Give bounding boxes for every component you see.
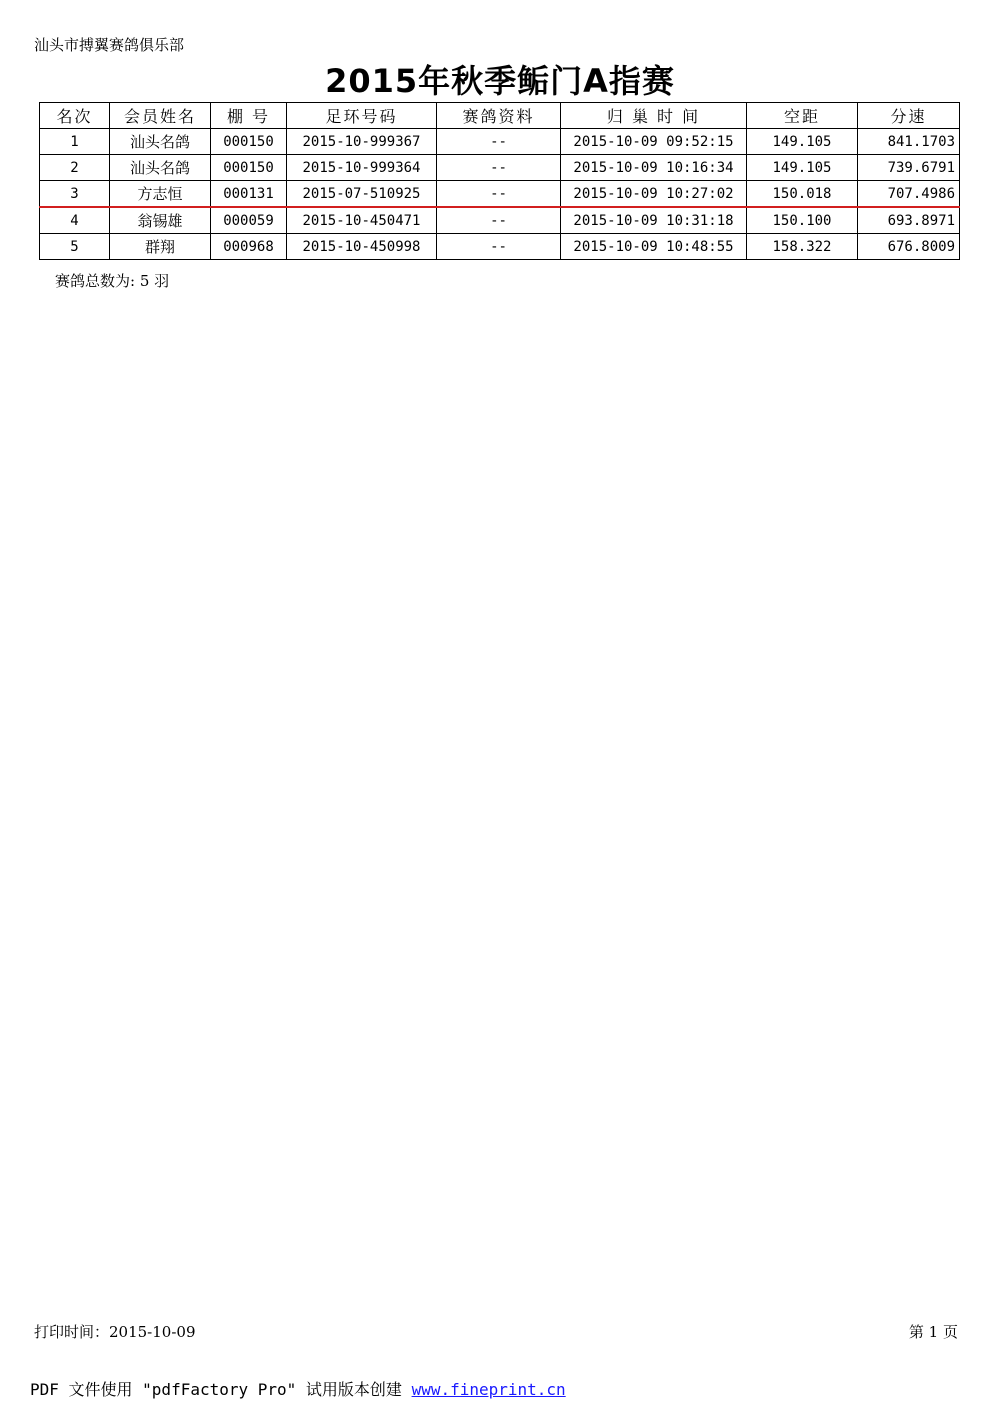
cell-rank: 2 [40,155,110,181]
cell-distance: 150.100 [747,207,858,234]
cell-arrival-time: 2015-10-09 10:31:18 [561,207,747,234]
cell-speed: 739.6791 [858,155,960,181]
total-count: 赛鸽总数为: 5 羽 [55,272,170,290]
cell-speed: 693.8971 [858,207,960,234]
cell-ring-number: 2015-10-450471 [287,207,437,234]
cell-pigeon-info: -- [437,155,561,181]
cell-arrival-time: 2015-10-09 10:48:55 [561,234,747,260]
cell-loft-number: 000150 [211,129,287,155]
cell-ring-number: 2015-10-450998 [287,234,437,260]
header-arrival-time: 归 巢 时 间 [561,103,747,129]
header-speed: 分速 [858,103,960,129]
cell-ring-number: 2015-10-999367 [287,129,437,155]
cell-rank: 3 [40,181,110,208]
cell-loft-number: 000968 [211,234,287,260]
fineprint-link[interactable]: www.fineprint.cn [411,1380,566,1399]
cell-speed: 841.1703 [858,129,960,155]
cell-loft-number: 000131 [211,181,287,208]
cell-arrival-time: 2015-10-09 10:16:34 [561,155,747,181]
cell-member-name: 群翔 [110,234,211,260]
cell-pigeon-info: -- [437,181,561,208]
header-pigeon-info: 赛鸽资料 [437,103,561,129]
cell-pigeon-info: -- [437,129,561,155]
table-row [40,129,960,155]
header-member-name: 会员姓名 [110,103,211,129]
cell-rank: 5 [40,234,110,260]
cell-arrival-time: 2015-10-09 09:52:15 [561,129,747,155]
cell-loft-number: 000150 [211,155,287,181]
cell-member-name: 方志恒 [110,181,211,208]
cell-member-name: 汕头名鸽 [110,155,211,181]
header-rank: 名次 [40,103,110,129]
cell-distance: 149.105 [747,129,858,155]
cell-pigeon-info: -- [437,234,561,260]
table-row [40,234,960,260]
club-name: 汕头市搏翼赛鸽俱乐部 [34,36,185,54]
print-time: 打印时间：2015-10-09 [34,1323,196,1341]
cell-loft-number: 000059 [211,207,287,234]
cell-speed: 676.8009 [858,234,960,260]
cell-member-name: 翁锡雄 [110,207,211,234]
page-number: 第 1 页 [908,1323,958,1341]
cell-ring-number: 2015-07-510925 [287,181,437,208]
cell-distance: 149.105 [747,155,858,181]
table-row [40,207,960,234]
page-title: 2015年秋季鲘门A指赛 [325,62,675,100]
table-row [40,155,960,181]
header-loft-number: 棚 号 [211,103,287,129]
cell-rank: 1 [40,129,110,155]
cell-ring-number: 2015-10-999364 [287,155,437,181]
cell-distance: 158.322 [747,234,858,260]
results-table [39,102,960,260]
cell-distance: 150.018 [747,181,858,208]
cell-pigeon-info: -- [437,207,561,234]
cell-arrival-time: 2015-10-09 10:27:02 [561,181,747,208]
header-ring-number: 足环号码 [287,103,437,129]
footer-text: PDF 文件使用 "pdfFactory Pro" 试用版本创建 [30,1380,412,1399]
table-header-row [40,103,960,129]
cell-member-name: 汕头名鸽 [110,129,211,155]
cell-speed: 707.4986 [858,181,960,208]
cell-rank: 4 [40,207,110,234]
pdf-footer [30,1377,566,1400]
header-distance: 空距 [747,103,858,129]
table-row-marked [40,181,960,208]
